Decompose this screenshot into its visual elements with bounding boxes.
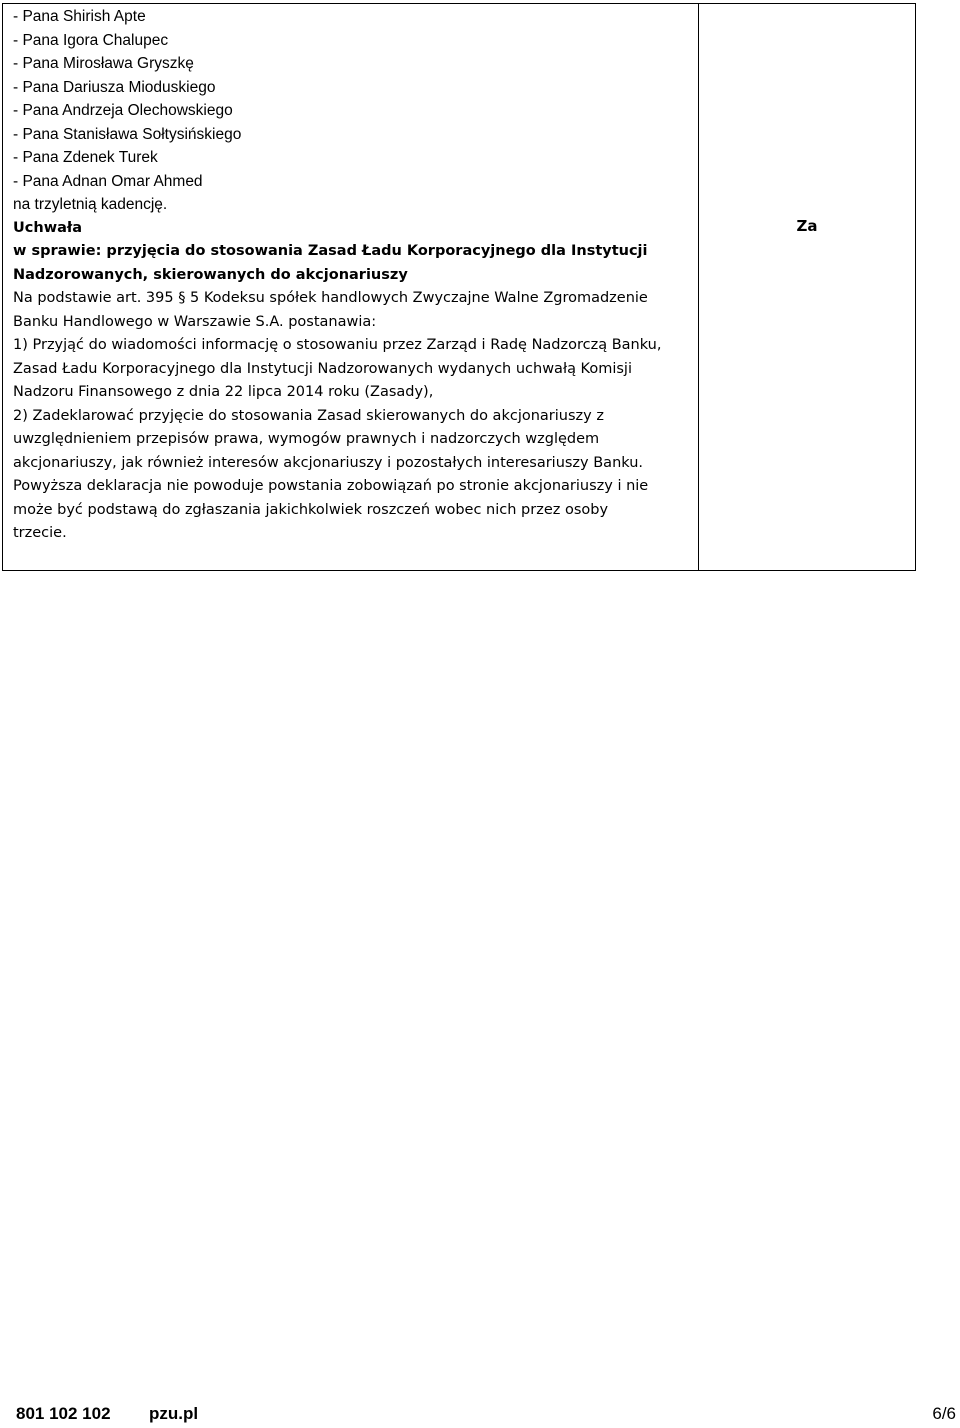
body-line: Nadzoru Finansowego z dnia 22 lipca 2014 roku (Zasady), (13, 384, 434, 400)
body-line: 1) Przyjąć do wiadomości informację o stosowaniu przez Zarząd i Radę Nadzorczą Banku, (13, 337, 662, 353)
name-line: - Pana Andrzeja Olechowskiego (13, 102, 233, 119)
resolution-text-cell (13, 5, 693, 546)
name-line: - Pana Zdenek Turek (13, 149, 158, 166)
page-footer (0, 1404, 960, 1428)
resolution-subject-line: Nadzorowanych, skierowanych do akcjonariuszy (13, 266, 408, 283)
resolution-subject-line: w sprawie: przyjęcia do stosowania Zasad Ładu Korporacyjnego dla Instytucji (13, 243, 648, 259)
name-line: - Pana Adnan Omar Ahmed (13, 172, 203, 190)
body-line: Powyższa deklaracja nie powoduje powstania zobowiązań po stronie akcjonariuszy i nie (13, 478, 649, 494)
name-line: - Pana Dariusza Mioduskiego (13, 78, 216, 96)
page-number: 6/6 (932, 1404, 956, 1423)
vote-result: Za (796, 217, 818, 235)
body-line: może być podstawą do zgłaszania jakichkolwiek roszczeń wobec nich przez osoby (13, 501, 609, 518)
legal-basis-line: Na podstawie art. 395 § 5 Kodeksu spółek handlowych Zwyczajne Walne Zgromadzenie (13, 290, 648, 306)
footer-website: pzu.pl (149, 1404, 199, 1423)
legal-basis-line: Banku Handlowego w Warszawie S.A. postanawia: (13, 313, 377, 330)
name-line: - Pana Shirish Apte (13, 8, 146, 25)
body-line: trzecie. (13, 525, 67, 541)
resolution-title: Uchwała (13, 219, 83, 236)
name-line: - Pana Stanisława Sołtysińskiego (13, 125, 242, 143)
footer-phone: 801 102 102 (16, 1404, 111, 1423)
name-line: - Pana Mirosława Gryszkę (13, 55, 194, 72)
name-line: - Pana Igora Chalupec (13, 31, 169, 49)
body-line: uwzględnieniem przepisów prawa, wymogów prawnych i nadzorczych względem (13, 431, 600, 447)
body-line: akcjonariuszy, jak również interesów akcjonariuszy i pozostałych interesariuszy Banku. (13, 454, 644, 471)
column-divider (698, 4, 699, 570)
term-line: na trzyletnią kadencję. (13, 196, 168, 213)
body-line: 2) Zadeklarować przyjęcie do stosowania Zasad skierowanych do akcjonariuszy z (13, 407, 604, 424)
resolution-table (2, 3, 916, 571)
body-line: Zasad Ładu Korporacyjnego dla Instytucji Nadzorowanych wydanych uchwałą Komisji (13, 360, 632, 377)
